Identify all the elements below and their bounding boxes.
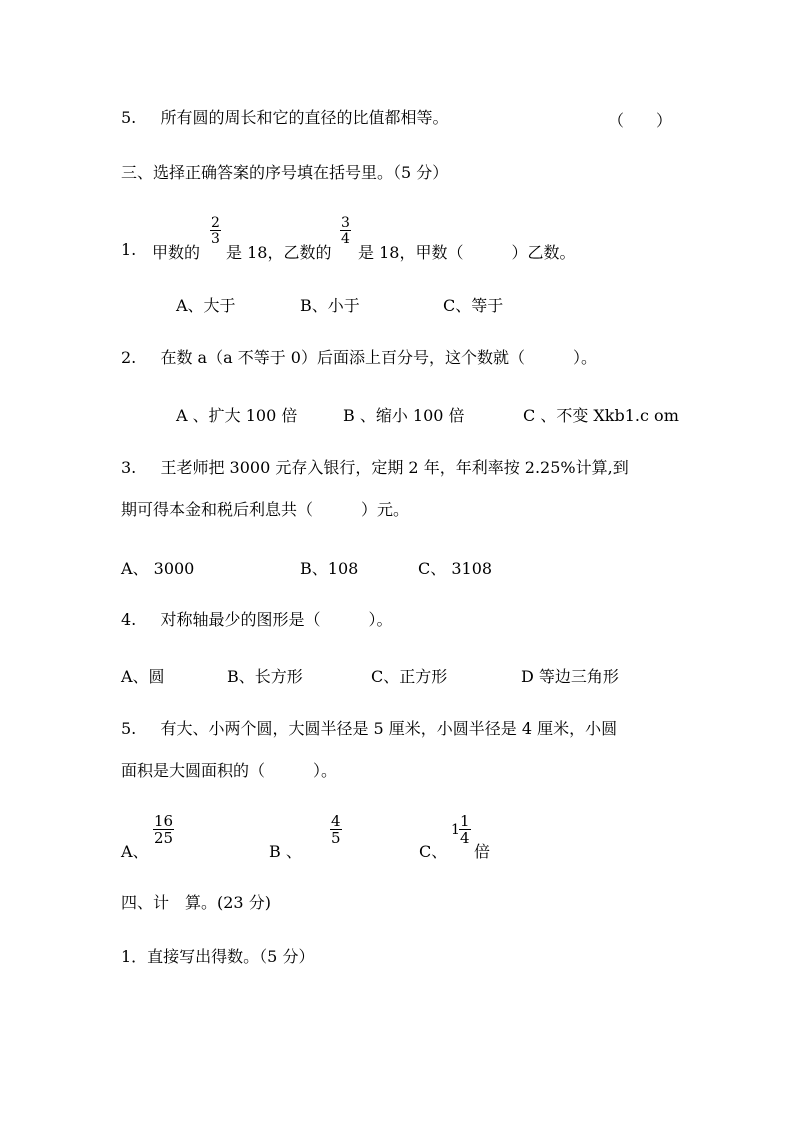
s3-q3-option-a[interactable]: A、 3000 — [121, 559, 195, 578]
s3-q5-option-c-suffix: 倍 — [474, 842, 491, 861]
s3-q3-number: 3. — [121, 458, 137, 477]
s3-q2 — [121, 348, 597, 368]
s3-q5-text-line2: 面积是大圆面积的（ ）。 — [121, 761, 338, 780]
s3-q1-option-a[interactable]: A、大于 — [176, 296, 236, 315]
s3-q5-option-a-label[interactable]: A、 — [121, 842, 149, 861]
s3-q1-fraction1-den: 3 — [211, 231, 220, 247]
s3-q3-option-b[interactable]: B、108 — [300, 559, 359, 578]
s3-q4-option-d[interactable]: D 等边三角形 — [521, 667, 619, 686]
s3-q5-option-c-label[interactable]: C、 — [419, 842, 448, 861]
s2-q5-text: 所有圆的周长和它的直径的比值都相等。 — [160, 108, 449, 127]
s3-q5-option-b-num: 4 — [331, 812, 341, 830]
s3-q3-line1 — [121, 458, 629, 478]
s3-q1-fraction2 — [340, 216, 351, 246]
s3-q5-line1 — [121, 719, 617, 739]
s3-q5-option-a-fraction[interactable] — [153, 814, 174, 846]
s3-q4 — [121, 610, 392, 630]
s3-q5-option-c-whole: 1 — [451, 822, 460, 838]
s3-q1-fraction1 — [210, 216, 221, 246]
s3-q4-option-b[interactable]: B、长方形 — [227, 667, 303, 686]
s3-q2-number: 2. — [121, 348, 137, 367]
s3-q5-number: 5. — [121, 719, 137, 738]
s3-q5-option-b-fraction[interactable] — [330, 814, 342, 846]
s3-q5-option-b-den: 5 — [331, 829, 341, 847]
s3-q1-part1: 甲数的 — [152, 243, 201, 262]
s2-q5-answer-bracket[interactable]: （ ） — [608, 111, 673, 130]
s3-q1-option-b[interactable]: B、小于 — [300, 296, 360, 315]
s3-q1-fraction2-den: 4 — [341, 231, 350, 247]
section4-sub1-heading: 1．直接写出得数。（5 分） — [121, 947, 315, 966]
s3-q3-text-line1: 王老师把 3000 元存入银行，定期 2 年，年利率按 2.25%计算,到 — [160, 458, 629, 477]
s3-q2-option-a[interactable]: A 、扩大 100 倍 — [176, 406, 298, 425]
s2-q5-number: 5. — [121, 108, 137, 127]
s3-q2-option-b[interactable]: B 、缩小 100 倍 — [343, 406, 465, 425]
s2-q5 — [121, 108, 448, 128]
section3-heading: 三、选择正确答案的序号填在括号里。（5 分） — [121, 163, 449, 182]
s3-q5-option-c-den: 4 — [460, 829, 470, 847]
s3-q5-option-a-den: 25 — [154, 829, 174, 847]
s3-q1-part2: 是 18，乙数的 — [226, 243, 332, 262]
s3-q1-fraction1-num: 2 — [211, 215, 220, 231]
s3-q5-option-c-num: 1 — [460, 812, 470, 830]
s3-q5-option-b-label[interactable]: B 、 — [269, 842, 302, 861]
s3-q1-part3: 是 18，甲数（ ）乙数。 — [358, 243, 576, 262]
section4-heading: 四、计 算。(23 分) — [121, 893, 271, 912]
s3-q4-number: 4. — [121, 610, 137, 629]
s3-q5-option-c-fraction[interactable] — [459, 814, 471, 846]
s3-q4-option-c[interactable]: C、正方形 — [371, 667, 448, 686]
s3-q1-fraction2-num: 3 — [341, 215, 350, 231]
s3-q2-option-c[interactable]: C 、不变 Xkb1.c om — [523, 406, 679, 425]
s3-q1-option-c[interactable]: C、等于 — [443, 296, 504, 315]
s3-q3-text-line2: 期可得本金和税后利息共（ ）元。 — [121, 500, 410, 519]
s3-q4-option-a[interactable]: A、圆 — [121, 667, 165, 686]
s3-q5-text-line1: 有大、小两个圆，大圆半径是 5 厘米，小圆半径是 4 厘米，小圆 — [160, 719, 618, 738]
s3-q5-option-a-num: 16 — [154, 812, 174, 830]
s3-q2-text: 在数 a（a 不等于 0）后面添上百分号，这个数就（ ）。 — [160, 348, 597, 367]
s3-q1-number: 1. — [121, 240, 137, 259]
s3-q3-option-c[interactable]: C、 3108 — [418, 559, 493, 578]
s3-q4-text: 对称轴最少的图形是（ ）。 — [160, 610, 393, 629]
